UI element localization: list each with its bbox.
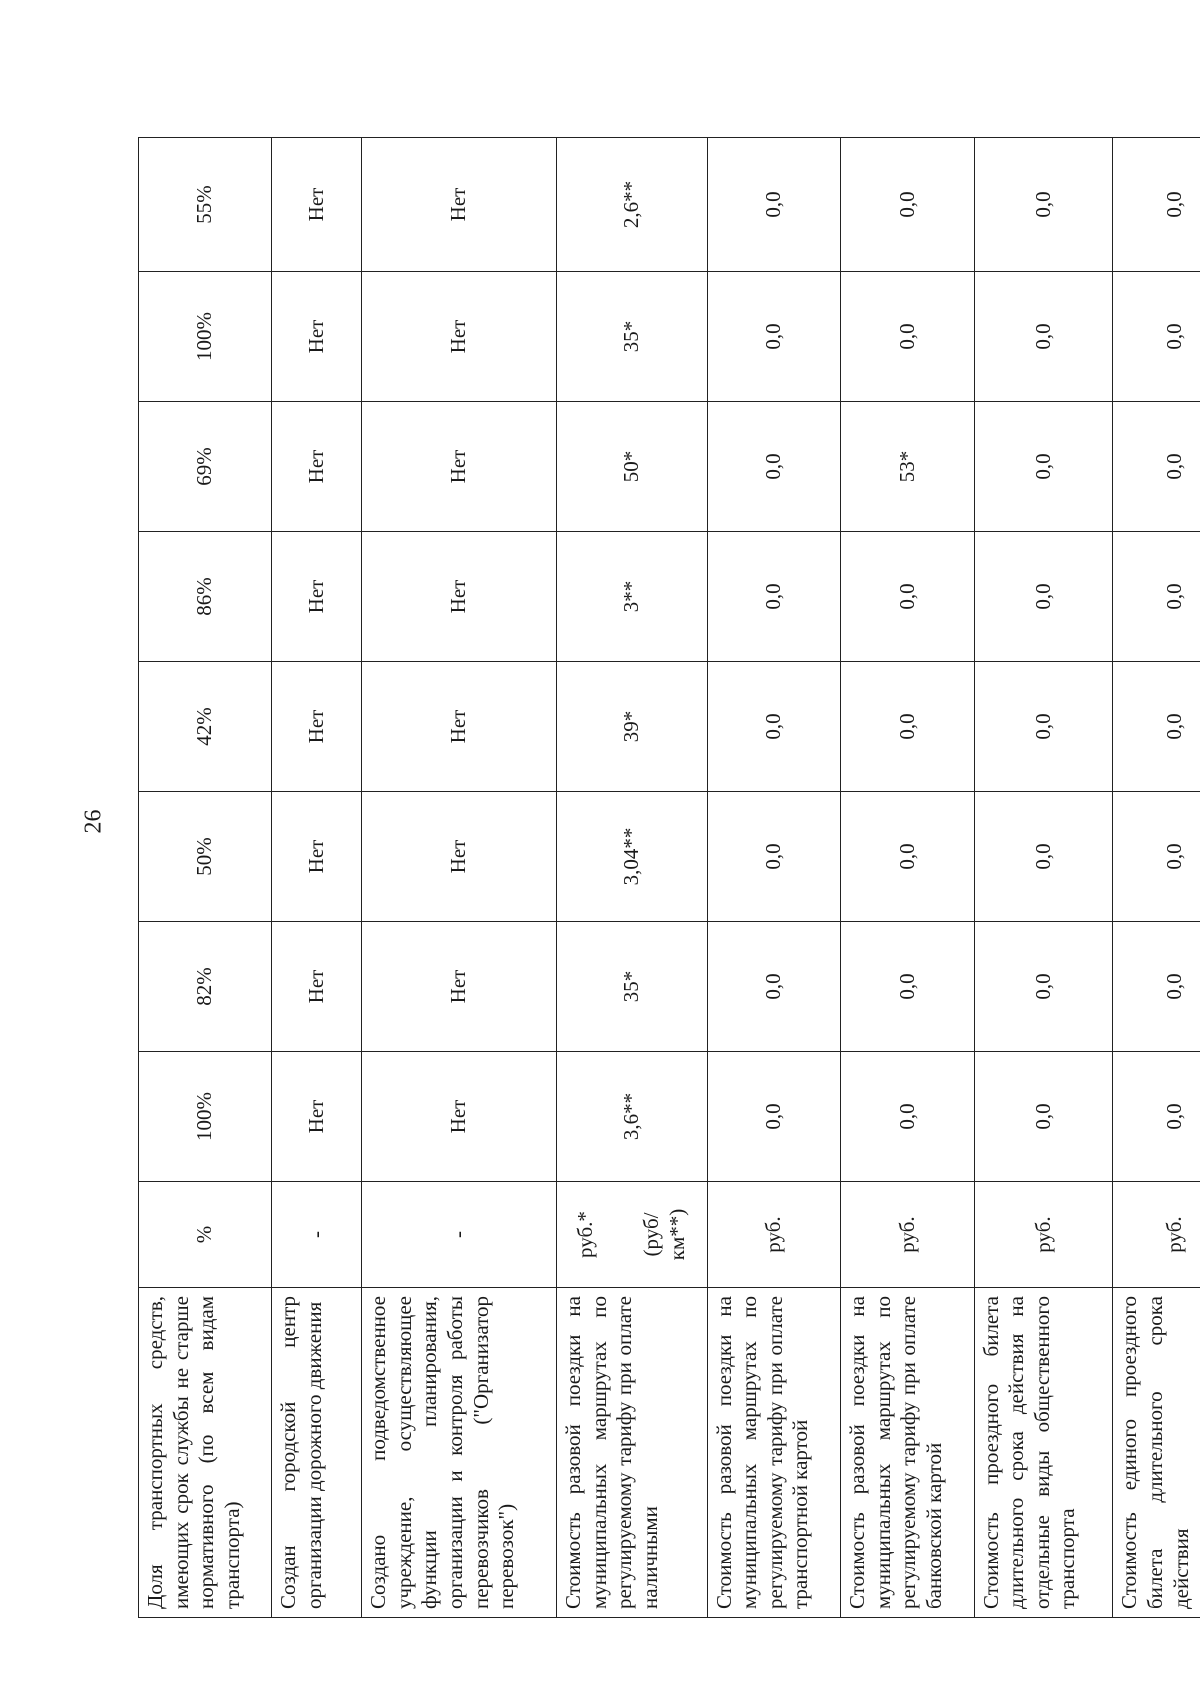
row-unit: - (272, 1182, 362, 1288)
value-cell: 0,0 (841, 138, 974, 272)
value-cell: 2,6** (557, 138, 708, 272)
value-cell: Нет (362, 138, 557, 272)
value-cell: Нет (272, 1052, 362, 1182)
value-cell: 0,0 (1113, 1052, 1200, 1182)
value-cell: Нет (362, 1052, 557, 1182)
row-unit (557, 1182, 708, 1288)
value-cell: 100% (139, 272, 272, 402)
row-label: Доля транспортных средств, имеющих срок службы не старше нормативного (по всем видам транспорта) (139, 1288, 272, 1618)
value-cell: 0,0 (974, 792, 1113, 922)
table-row (557, 138, 708, 1618)
row-label: Стоимость разовой поездки на муниципальных маршрутах по регулируемому тарифу при оплате наличными (557, 1288, 708, 1618)
value-cell: Нет (272, 792, 362, 922)
value-cell: 69% (139, 402, 272, 532)
indicators-table (138, 137, 1200, 1618)
unit-main: руб.* (573, 1211, 598, 1258)
value-cell: 0,0 (1113, 402, 1200, 532)
value-cell: 0,0 (841, 922, 974, 1052)
table-row (841, 138, 974, 1618)
table-row (362, 138, 557, 1618)
row-unit: - (362, 1182, 557, 1288)
value-cell: 50% (139, 792, 272, 922)
value-cell: 0,0 (974, 402, 1113, 532)
value-cell: 53* (841, 402, 974, 532)
value-cell: 0,0 (1113, 792, 1200, 922)
row-unit: руб. (1113, 1182, 1200, 1288)
value-cell: 86% (139, 532, 272, 662)
row-label: Стоимость единого проездного билета длительного срока действия (1113, 1288, 1200, 1618)
unit-sub: (руб/км**) (639, 1208, 689, 1261)
value-cell: 0,0 (841, 662, 974, 792)
value-cell: Нет (272, 272, 362, 402)
table-row (272, 138, 362, 1618)
value-cell: 35* (557, 272, 708, 402)
value-cell: 0,0 (841, 1052, 974, 1182)
value-cell: 0,0 (1113, 532, 1200, 662)
value-cell: 0,0 (974, 1052, 1113, 1182)
value-cell: 0,0 (974, 138, 1113, 272)
row-label: Стоимость разовой поездки на муниципальных маршрутах по регулируемому тарифу при оплате транспортной картой (707, 1288, 840, 1618)
value-cell: 0,0 (707, 1052, 840, 1182)
row-label: Создан городской центр организации дорожного движения (272, 1288, 362, 1618)
value-cell: 55% (139, 138, 272, 272)
value-cell: 39* (557, 662, 708, 792)
value-cell: Нет (272, 662, 362, 792)
value-cell: 0,0 (707, 272, 840, 402)
value-cell: 0,0 (974, 922, 1113, 1052)
table-row (1113, 138, 1200, 1618)
value-cell: 0,0 (841, 272, 974, 402)
value-cell: 0,0 (707, 402, 840, 532)
value-cell: 0,0 (1113, 138, 1200, 272)
value-cell: 3,04** (557, 792, 708, 922)
value-cell: Нет (272, 532, 362, 662)
table-body (139, 138, 1200, 1618)
value-cell: 0,0 (974, 662, 1113, 792)
value-cell: Нет (362, 532, 557, 662)
value-cell: Нет (362, 662, 557, 792)
value-cell: 0,0 (707, 922, 840, 1052)
table-row (974, 138, 1113, 1618)
value-cell: Нет (272, 138, 362, 272)
value-cell: 42% (139, 662, 272, 792)
value-cell: Нет (272, 402, 362, 532)
row-unit: руб. (974, 1182, 1113, 1288)
indicators-table-wrapper (138, 138, 1200, 1618)
value-cell: 35* (557, 922, 708, 1052)
value-cell: Нет (362, 792, 557, 922)
value-cell: 0,0 (1113, 272, 1200, 402)
row-unit: % (139, 1182, 272, 1288)
row-label: Стоимость проездного билета длительного срока действия на отдельные виды общественного транспорта (974, 1288, 1113, 1618)
value-cell: 0,0 (707, 532, 840, 662)
table-row (707, 138, 840, 1618)
row-label: Стоимость разовой поездки на муниципальных маршрутах по регулируемому тарифу при оплате банковской картой (841, 1288, 974, 1618)
table-row (139, 138, 272, 1618)
value-cell: 0,0 (841, 532, 974, 662)
value-cell: 82% (139, 922, 272, 1052)
row-label: Создано подведомственное учреждение, осуществляющее функции планирования, организации и контроля работы перевозчиков ("Организатор перевозок") (362, 1288, 557, 1618)
value-cell: 0,0 (707, 792, 840, 922)
value-cell: 0,0 (1113, 922, 1200, 1052)
row-unit: руб. (707, 1182, 840, 1288)
value-cell: 100% (139, 1052, 272, 1182)
value-cell: 3,6** (557, 1052, 708, 1182)
value-cell: 0,0 (974, 272, 1113, 402)
page-number: 26 (80, 809, 107, 834)
value-cell: Нет (362, 402, 557, 532)
value-cell: Нет (272, 922, 362, 1052)
value-cell: 3** (557, 532, 708, 662)
value-cell: Нет (362, 272, 557, 402)
value-cell: Нет (362, 922, 557, 1052)
row-unit: руб. (841, 1182, 974, 1288)
value-cell: 50* (557, 402, 708, 532)
value-cell: 0,0 (707, 138, 840, 272)
value-cell: 0,0 (841, 792, 974, 922)
value-cell: 0,0 (1113, 662, 1200, 792)
value-cell: 0,0 (707, 662, 840, 792)
value-cell: 0,0 (974, 532, 1113, 662)
